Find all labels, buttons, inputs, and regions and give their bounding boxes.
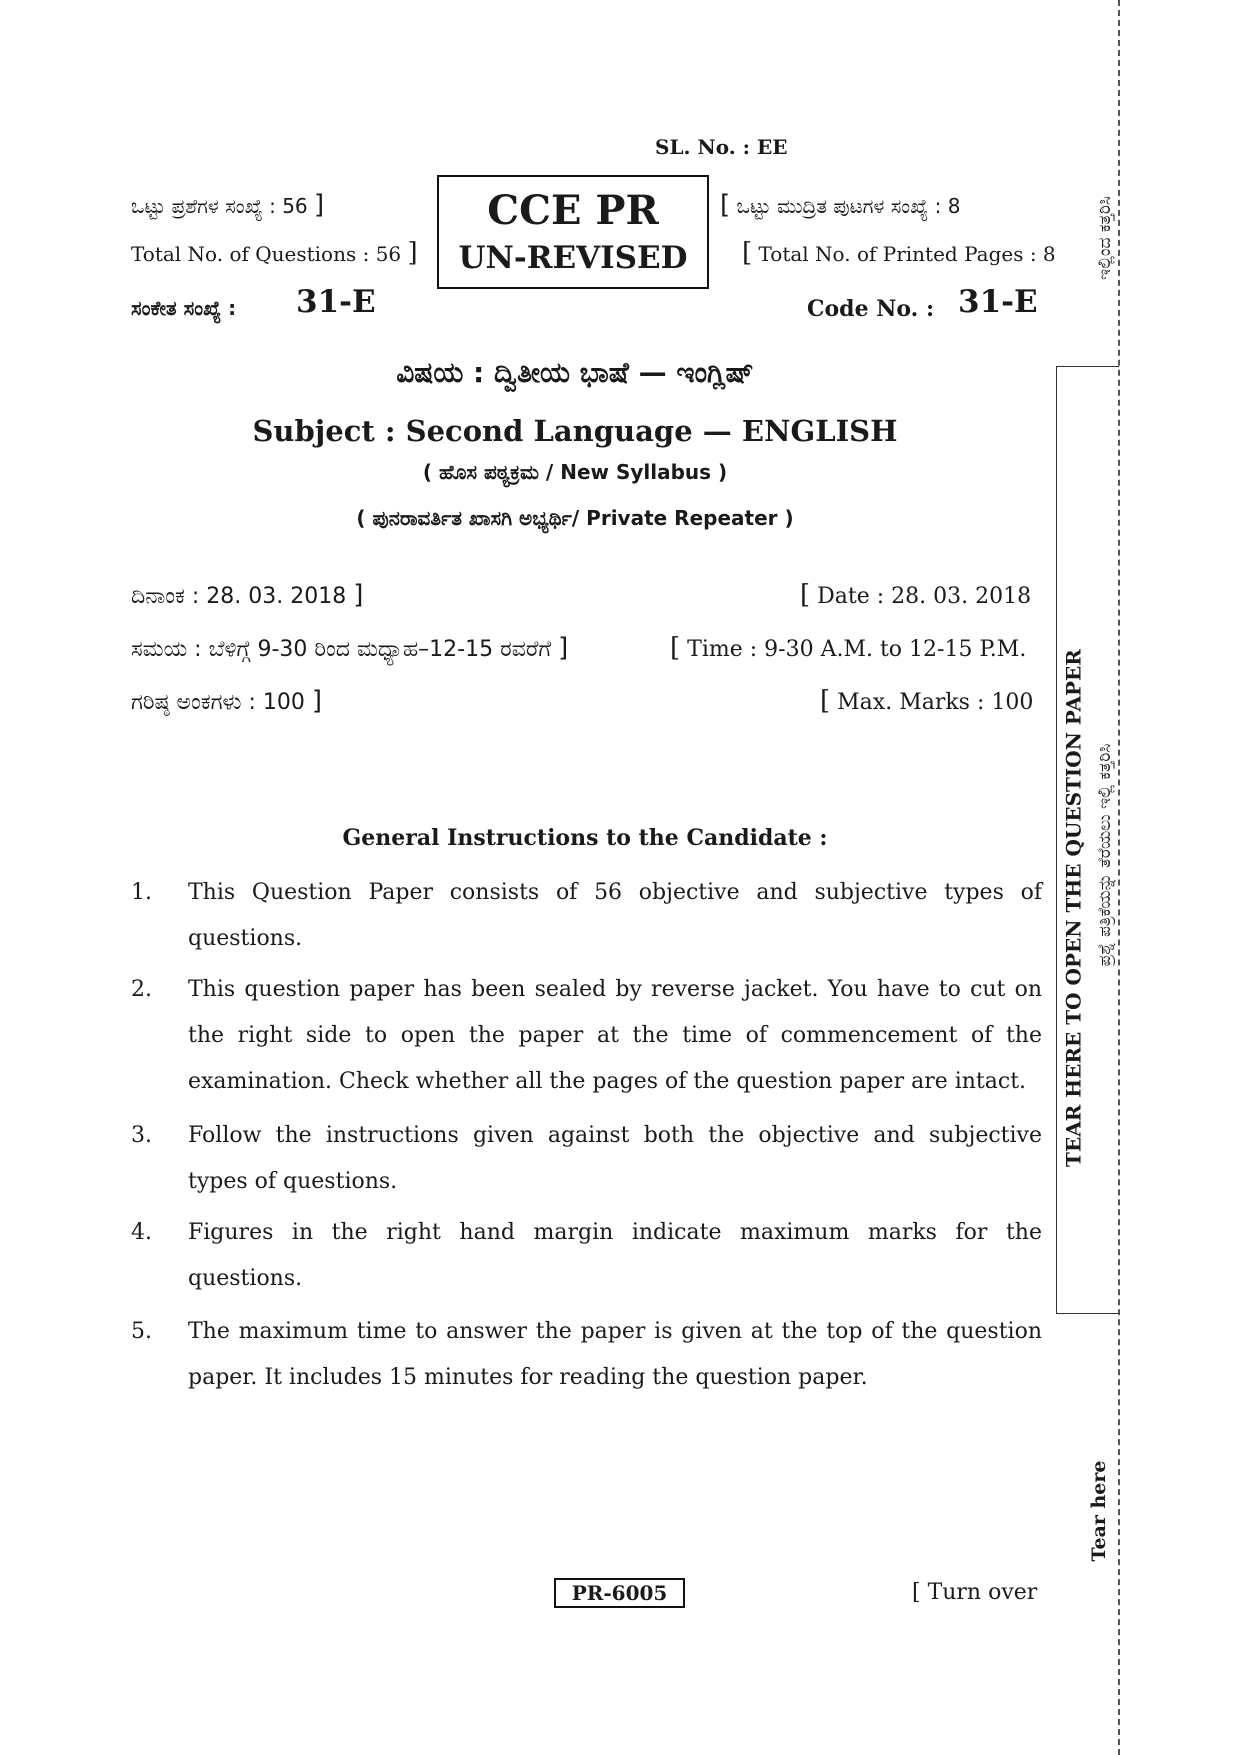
code-number-english-value: 31-E — [958, 284, 1038, 320]
subject-kannada: ವಿಷಯ : ದ್ವಿತೀಯ ಭಾಷೆ — ಇಂಗ್ಲಿಷ್ — [396, 356, 754, 389]
total-questions-kannada: ಒಟ್ಟು ಪ್ರಶೆಗಳ ಸಂಖ್ಯೆ : 56 ] — [131, 190, 325, 220]
exam-subtitle: UN-REVISED — [458, 240, 688, 276]
instruction-text: This question paper has been sealed by reverse jacket. You have to cut on the right side to open the paper at the time of commencement of the examination. Check whether all the pages of the question paper are intact. — [188, 977, 1042, 1094]
code-number-english-label: Code No. : — [807, 296, 935, 322]
instruction-item — [131, 1309, 1042, 1401]
time-kannada: ಸಮಯ : ಬೆಳಿಗ್ಗೆ 9-30 ರಿಂದ ಮಧ್ಯಾಹ–12-15 ರವರೆಗೆ ] — [131, 633, 569, 663]
instruction-text: Figures in the right hand margin indicate maximum marks for the questions. — [188, 1220, 1042, 1291]
instruction-number: 1. — [131, 880, 152, 905]
instruction-item — [131, 870, 1042, 962]
total-pages-english: [ Total No. of Printed Pages : 8 — [742, 238, 1056, 268]
date-kannada: ದಿನಾಂಕ : 28. 03. 2018 ] — [131, 580, 364, 610]
max-marks-english: [ Max. Marks : 100 — [820, 686, 1034, 716]
instruction-item — [131, 1113, 1042, 1205]
candidate-type-label: ( ಪುನರಾವರ್ತಿತ ಖಾಸಗಿ ಅಭ್ಯರ್ಥಿ/ Private Repeater ) — [356, 506, 794, 530]
instruction-text: Follow the instructions given against both the objective and subjective types of questions. — [188, 1123, 1042, 1194]
total-questions-english: Total No. of Questions : 56 ] — [131, 238, 418, 268]
exam-title-box — [437, 175, 709, 289]
instructions-title: General Instructions to the Candidate : — [342, 825, 828, 851]
instruction-number: 3. — [131, 1123, 152, 1148]
exam-title: CCE PR — [487, 187, 659, 234]
paper-code-box: PR-6005 — [554, 1578, 685, 1608]
subject-english: Subject : Second Language — ENGLISH — [252, 414, 898, 448]
instruction-number: 4. — [131, 1220, 152, 1245]
date-english: [ Date : 28. 03. 2018 — [800, 580, 1032, 610]
total-pages-kannada: [ ಒಟ್ಟು ಮುದ್ರಿತ ಪುಟಗಳ ಸಂಖ್ಯೆ : 8 — [720, 190, 961, 220]
instruction-number: 5. — [131, 1319, 152, 1344]
syllabus-label: ( ಹೊಸ ಪಠ್ಯಕ್ರಮ / New Syllabus ) — [422, 460, 728, 484]
tear-here-label: Tear here — [1088, 1460, 1110, 1562]
cut-here-kannada: ಇಲ್ಲಿಂದ ಕತ್ತರಿಸಿ — [1095, 196, 1115, 280]
turn-over-label: [ Turn over — [912, 1580, 1038, 1605]
instruction-item — [131, 967, 1042, 1105]
instruction-number: 2. — [131, 977, 152, 1002]
time-english: [ Time : 9-30 A.M. to 12-15 P.M. — [670, 633, 1027, 663]
instruction-text: This Question Paper consists of 56 objective and subjective types of questions. — [188, 880, 1042, 951]
tear-instruction-english: TEAR HERE TO OPEN THE QUESTION PAPER — [1061, 649, 1086, 1167]
tear-instruction-kannada: ಪ್ರಶ್ನೆ ಪತ್ರಿಕೆಯನ್ನು ತೆರೆಯಲು ಇಲ್ಲಿ ಕತ್ತರಿಸಿ — [1095, 743, 1115, 967]
serial-number: SL. No. : EE — [655, 135, 788, 159]
instruction-item — [131, 1210, 1042, 1302]
code-number-kannada-label: ಸಂಕೇತ ಸಂಖ್ಯೆ : — [131, 296, 237, 320]
code-number-kannada-value: 31-E — [296, 284, 376, 320]
max-marks-kannada: ಗರಿಷ್ಠ ಅಂಕಗಳು : 100 ] — [131, 686, 323, 716]
instruction-text: The maximum time to answer the paper is given at the top of the question paper. It includes 15 minutes for reading the question paper. — [188, 1319, 1042, 1390]
